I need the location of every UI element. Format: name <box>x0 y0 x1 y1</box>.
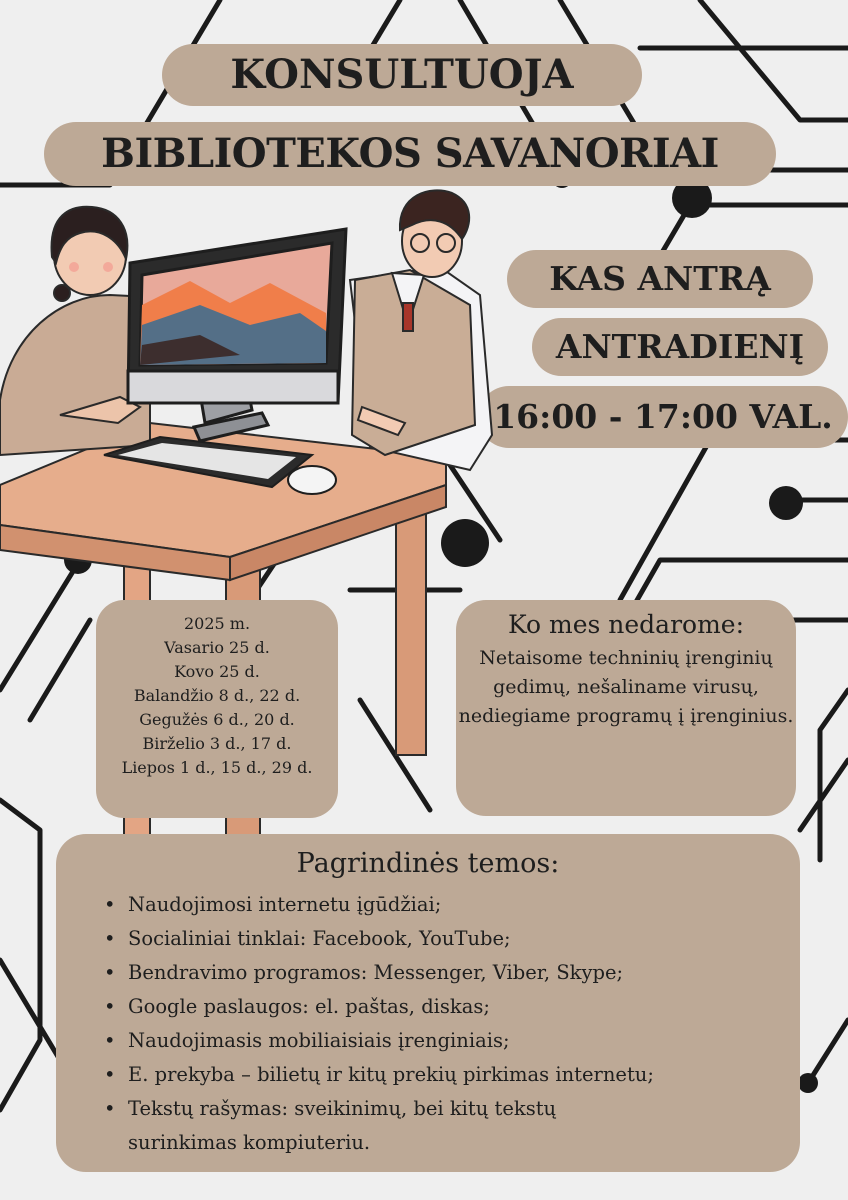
topics-title: Pagrindinės temos: <box>296 848 560 879</box>
not-do-box <box>456 600 796 816</box>
topics-list <box>56 888 800 1160</box>
topic-item: • Naudojimasis mobiliaisiais įrenginiais; <box>128 1024 800 1058</box>
date-item: Balandžio 8 d., 22 d. <box>133 686 301 705</box>
topic-item: • Bendravimo programos: Messenger, Viber, Skype; <box>128 956 800 990</box>
title-line-1: KONSULTUOJA <box>162 44 642 106</box>
dates-box <box>96 600 338 818</box>
title-line-2: BIBLIOTEKOS SAVANORIAI <box>44 122 776 186</box>
not-do-text: Netaisome techninių įrenginių gedimų, nešaliname virusų, nediegiame programų į įrenginius. <box>458 647 794 727</box>
date-item: Birželio 3 d., 17 d. <box>142 734 292 753</box>
date-item: Liepos 1 d., 15 d., 29 d. <box>121 758 313 777</box>
topic-item: • Naudojimosi internetu įgūdžiai; <box>128 888 800 922</box>
schedule-line-2: ANTRADIENĮ <box>532 318 828 376</box>
schedule-line-1: KAS ANTRĄ <box>507 250 813 308</box>
dates-year: 2025 m. <box>183 614 251 633</box>
topics-box <box>56 834 800 1172</box>
topic-item: • Socialiniai tinklai: Facebook, YouTube; <box>128 922 800 956</box>
man-icon <box>350 190 492 470</box>
date-item: Kovo 25 d. <box>174 662 260 681</box>
topic-item: • Tekstų rašymas: sveikinimų, bei kitų tekstų <box>128 1092 800 1126</box>
date-item: Gegužės 6 d., 20 d. <box>139 710 295 729</box>
monitor-icon <box>128 229 346 441</box>
mouse-icon <box>288 466 336 494</box>
topic-item: • E. prekyba – bilietų ir kitų prekių pirkimas internetu; <box>128 1058 800 1092</box>
date-item: Vasario 25 d. <box>164 638 270 657</box>
schedule-time: 16:00 - 17:00 VAL. <box>478 386 848 448</box>
not-do-title: Ko mes nedarome: <box>507 610 744 639</box>
woman-icon <box>0 207 150 455</box>
topic-item: • Google paslaugos: el. paštas, diskas; <box>128 990 800 1024</box>
topic-item-continuation: surinkimas kompiuteriu. <box>128 1131 371 1154</box>
